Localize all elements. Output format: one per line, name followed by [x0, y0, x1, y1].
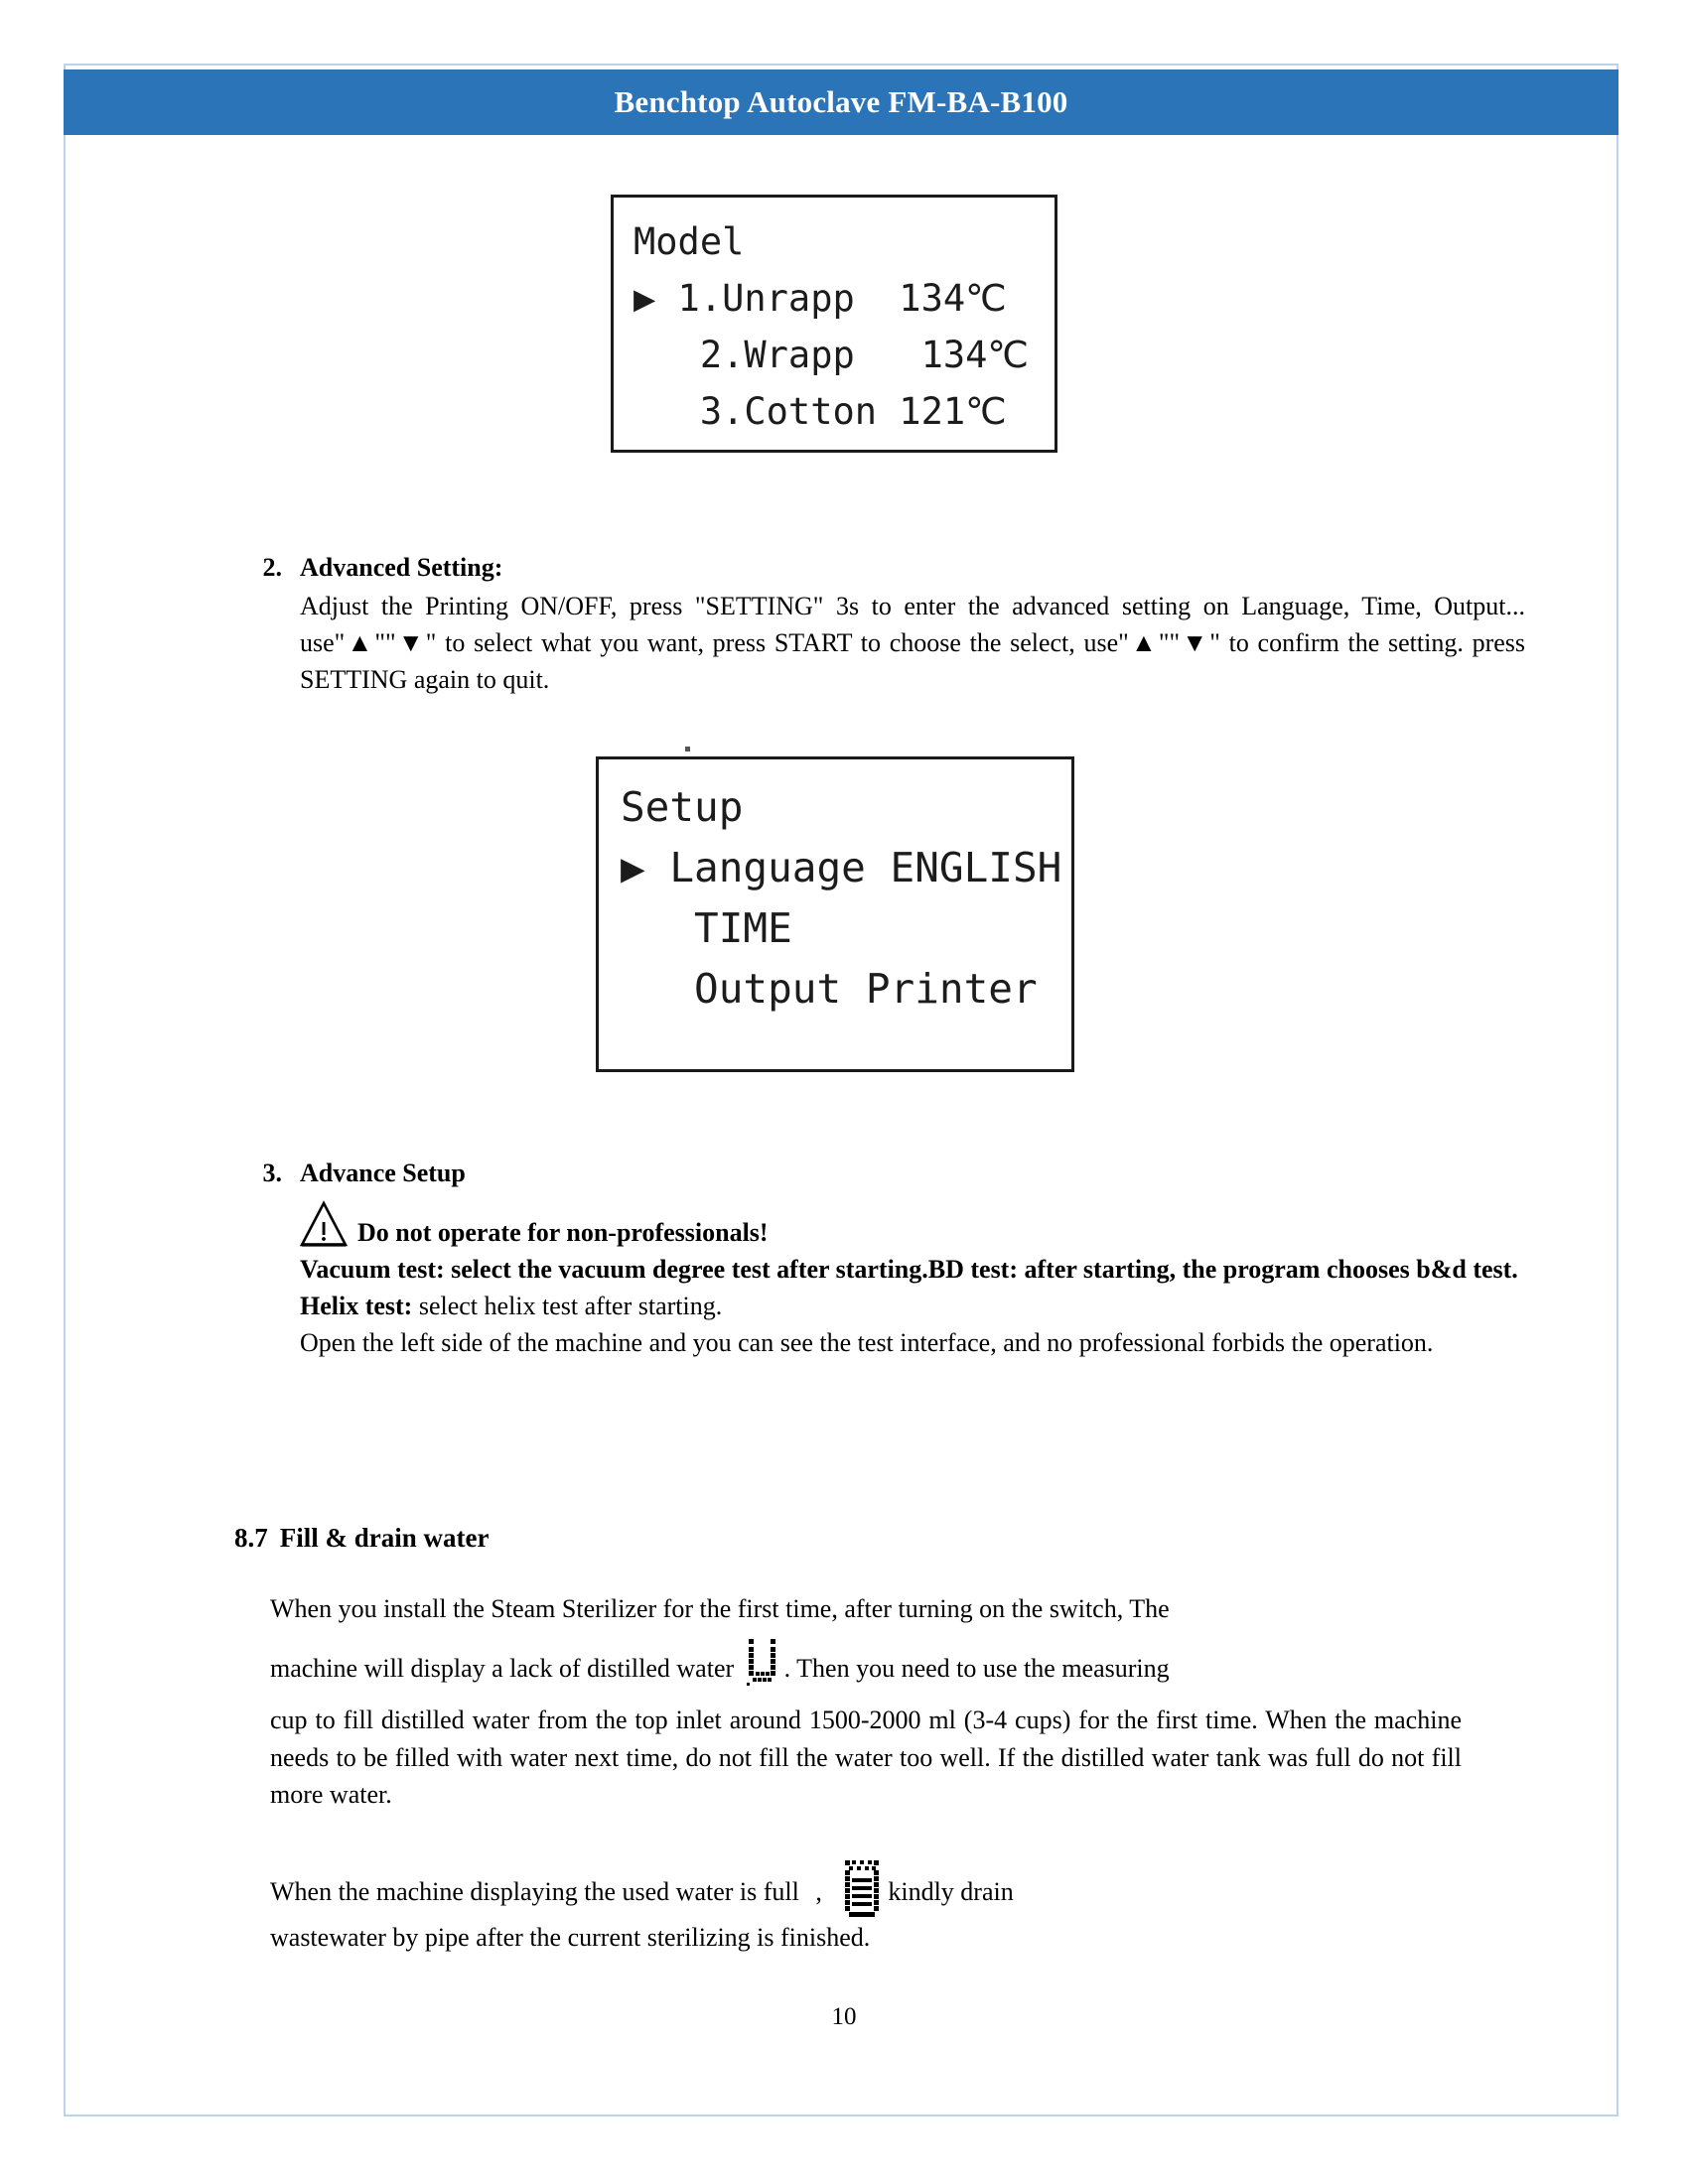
fill-water-line-2a: machine will display a lack of distilled water: [270, 1654, 735, 1684]
warning-triangle-icon: [300, 1200, 348, 1248]
full-water-tank-icon: [840, 1858, 884, 1920]
fill-water-main-para: cup to fill distilled water from the top inlet around 1500-2000 ml (3-4 cups) for the first time. When the machine needs to be filled with water next time, do not fill the water too well. If the distilled water tank was full do not fill more water.: [270, 1706, 1462, 1810]
lcd-setup-option-output: Output Printer: [621, 965, 1038, 1013]
lcd-setup-option-language: ▶ Language ENGLISH: [621, 844, 1062, 891]
helix-test-label: Helix test:: [300, 1291, 413, 1320]
section-2-number: 2.: [262, 553, 282, 582]
drain-water-comma: ,: [815, 1877, 822, 1906]
fill-water-line-2: [270, 1635, 1462, 1695]
page-title: Benchtop Autoclave FM-BA-B100: [614, 84, 1068, 119]
section-2-body: Adjust the Printing ON/OFF, press "SETTING" 3s to enter the advanced setting on Language, Time, Output... use"▲""▼" to select what you want, press START to choose the select, use"▲""▼" to confirm the setting. press SETTING again to quit.: [300, 591, 1525, 694]
section-fill-drain-water-heading: [234, 1523, 1525, 1554]
lcd-model-option-3: 3.Cotton 121℃: [633, 390, 1007, 433]
drain-water-text-b: kindly drain: [888, 1877, 1014, 1906]
page-number: 10: [831, 2003, 857, 2030]
lcd-setup-title: Setup: [621, 783, 744, 831]
section-3-helix-test-para: [300, 1289, 1525, 1325]
section-3-closing-para: Open the left side of the machine and you can see the test interface, and no professional forbids the operation.: [300, 1327, 1434, 1357]
lcd-model-option-2: 2.Wrapp 134℃: [633, 334, 1029, 376]
fill-water-line-2b: . Then you need to use the measuring: [783, 1654, 1170, 1684]
drain-water-line-1: [270, 1858, 1462, 1920]
drain-water-text-a: When the machine displaying the used water is full: [270, 1877, 799, 1906]
fill-water-line-1: When you install the Steam Sterilizer for the first time, after turning on the switch, The: [270, 1594, 1170, 1623]
helix-test-rest: select helix test after starting.: [412, 1291, 723, 1320]
empty-water-tank-icon: [745, 1635, 780, 1687]
lcd-screen-setup: [596, 756, 1074, 1072]
section-advanced-setting: [234, 550, 1525, 699]
fill-water-intro-block: [270, 1582, 1462, 1696]
section-3-number: 3.: [262, 1159, 282, 1187]
section-2-heading: Advanced Setting:: [300, 553, 503, 582]
section-advance-setup: [234, 1156, 1525, 1362]
drain-water-para: [270, 1858, 1462, 1957]
document-header-banner: [64, 69, 1618, 135]
section-87-number: 8.7: [234, 1523, 268, 1553]
lcd-setup-option-time: TIME: [621, 904, 792, 952]
drain-water-line-2: wastewater by pipe after the current sterilizing is finished.: [270, 1923, 871, 1952]
lcd-model-title: Model: [633, 220, 745, 263]
lcd-screen-model: [611, 195, 1057, 453]
scan-artifact-speck: [685, 747, 690, 751]
section-3-heading: Advance Setup: [300, 1159, 466, 1187]
section-3-vacuum-test-para: Vacuum test: select the vacuum degree test after starting.BD test: after starting, the program chooses b&d test.: [300, 1254, 1518, 1284]
lcd-model-option-1: ▶ 1.Unrapp 134℃: [633, 277, 1007, 320]
warning-text: Do not operate for non-professionals!: [357, 1217, 769, 1247]
warning-row: [300, 1200, 1525, 1248]
section-87-title: Fill & drain water: [279, 1523, 490, 1553]
